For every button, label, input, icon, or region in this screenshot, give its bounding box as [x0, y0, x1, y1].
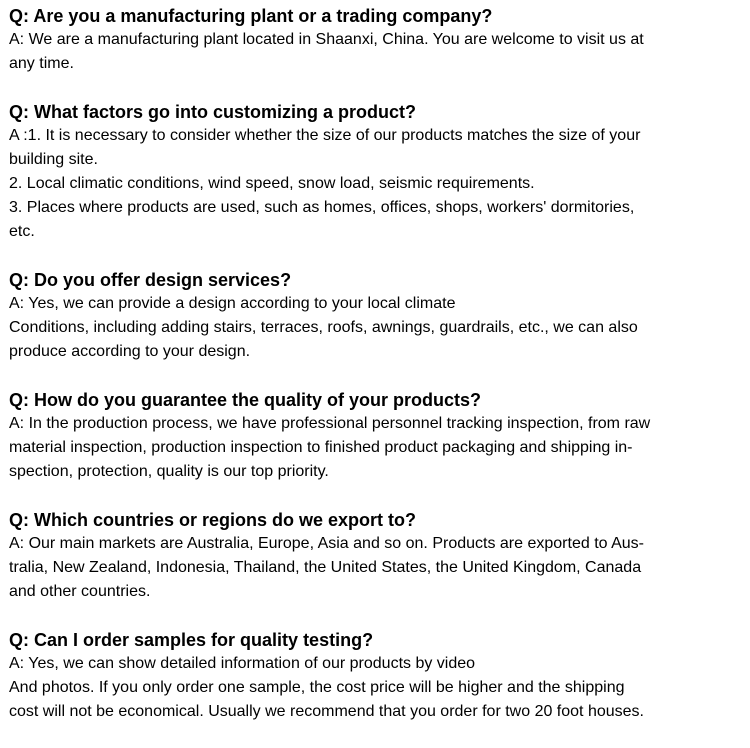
- faq-item-quality: [9, 388, 739, 484]
- answer-line: A: Our main markets are Australia, Europe, Asia and so on. Products are exported to Aus-: [9, 535, 644, 552]
- question-heading: Q: What factors go into customizing a product?: [9, 102, 416, 122]
- answer-line: cost will not be economical. Usually we recommend that you order for two 20 foot houses.: [9, 703, 644, 720]
- question-heading: Q: Which countries or regions do we export to?: [9, 510, 417, 530]
- answer-line: A :1. It is necessary to consider whether the size of our products matches the size of your: [9, 127, 641, 144]
- answer-line: A: Yes, we can provide a design according to your local climate: [9, 295, 456, 312]
- answer-line: tralia, New Zealand, Indonesia, Thailand, the United States, the United Kingdom, Canada: [9, 559, 642, 576]
- faq-list: [9, 4, 739, 748]
- answer-line: 2. Local climatic conditions, wind speed, snow load, seismic requirements.: [9, 175, 535, 192]
- faq-item-design-services: [9, 268, 739, 364]
- answer-line: spection, protection, quality is our top priority.: [9, 463, 329, 480]
- faq-item-manufacturer: [9, 4, 739, 76]
- answer-line: building site.: [9, 151, 98, 168]
- answer-line: A: In the production process, we have professional personnel tracking inspection, from raw: [9, 415, 651, 432]
- answer-line: And photos. If you only order one sample, the cost price will be higher and the shipping: [9, 679, 625, 696]
- answer-line: any time.: [9, 55, 74, 72]
- faq-item-customizing: [9, 100, 739, 244]
- answer-line: and other countries.: [9, 583, 151, 600]
- faq-item-samples: [9, 628, 739, 724]
- answer-line: Conditions, including adding stairs, terraces, roofs, awnings, guardrails, etc., we can also: [9, 319, 638, 336]
- answer-line: A: We are a manufacturing plant located in Shaanxi, China. You are welcome to visit us at: [9, 31, 644, 48]
- question-heading: Q: Are you a manufacturing plant or a trading company?: [9, 6, 493, 26]
- answer-line: A: Yes, we can show detailed information of our products by video: [9, 655, 476, 672]
- question-heading: Q: How do you guarantee the quality of your products?: [9, 390, 482, 410]
- answer-line: etc.: [9, 223, 35, 240]
- question-heading: Q: Do you offer design services?: [9, 270, 292, 290]
- answer-line: 3. Places where products are used, such as homes, offices, shops, workers' dormitories,: [9, 199, 635, 216]
- question-heading: Q: Can I order samples for quality testing?: [9, 630, 374, 650]
- answer-line: material inspection, production inspection to finished product packaging and shipping in-: [9, 439, 633, 456]
- answer-line: produce according to your design.: [9, 343, 251, 360]
- faq-item-export: [9, 508, 739, 604]
